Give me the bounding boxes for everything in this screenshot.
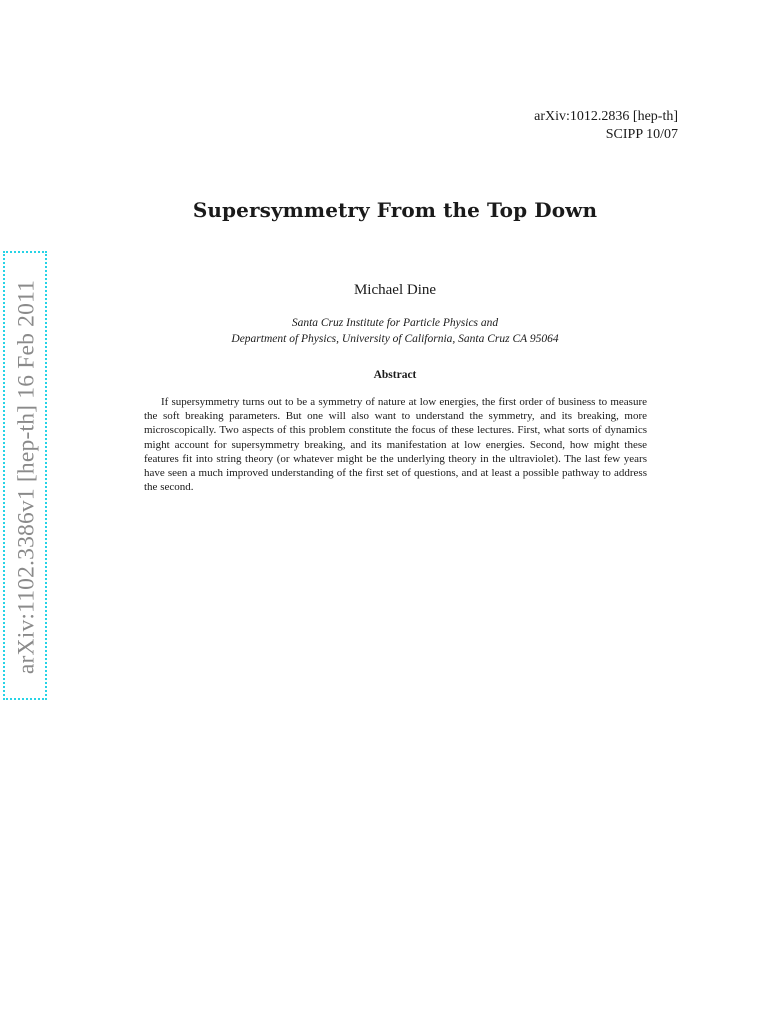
author-name: Michael Dine — [353, 282, 437, 298]
report-identifiers — [534, 108, 678, 144]
affiliation-line-1: Santa Cruz Institute for Particle Physics and — [291, 317, 499, 329]
abstract-text: If supersymmetry turns out to be a symmetry of nature at low energies, the first order of business to measure the soft breaking parameters. But one will also want to understand the symmetry, and its breaking, more microscopically. Two aspects of this problem constitute the focus of these lectures. First, what sorts of dynamics might account for supersymmetry breaking, and its manifestation at low energies. Second, how might these features fit into string theory (or whatever might be the underlying theory in the ultraviolet). The last few years have seen a much improved understanding of the first set of questions, and at least a possible pathway to address the second. — [144, 396, 647, 494]
affiliation-line-2: Department of Physics, University of California, Santa Cruz CA 95064 — [231, 333, 559, 345]
arxiv-id: arXiv:1012.2836 [hep-th] — [534, 109, 678, 124]
paper-title: Supersymmetry From the Top Down — [192, 198, 598, 222]
arxiv-stamp-text[interactable]: arXiv:1102.3386v1 [hep-th] 16 Feb 2011 — [13, 279, 40, 675]
report-number: SCIPP 10/07 — [605, 127, 678, 142]
arxiv-stamp[interactable] — [3, 251, 47, 700]
affiliation — [0, 315, 768, 347]
abstract-heading: Abstract — [373, 369, 417, 381]
